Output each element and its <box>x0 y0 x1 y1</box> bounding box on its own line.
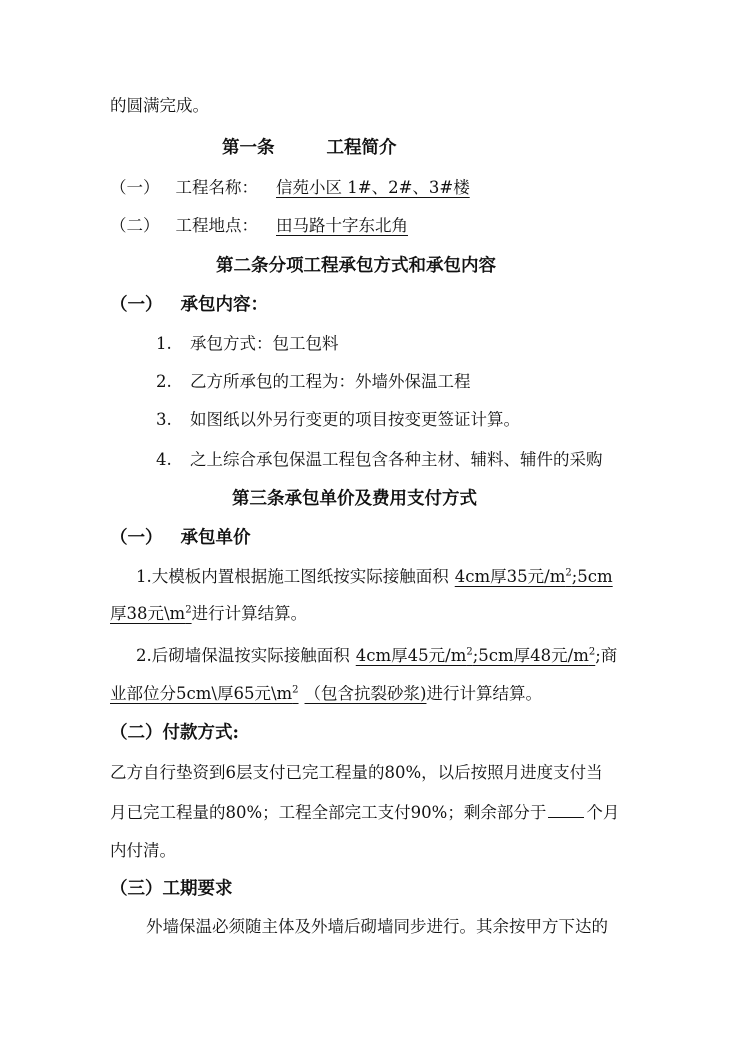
section-title: 承包内容： <box>180 295 268 315</box>
payment-text: 个月 <box>586 803 620 822</box>
list-item <box>156 449 603 471</box>
section-heading <box>110 527 251 549</box>
list-text: 承包方式：包工包料 <box>190 334 339 353</box>
price-value: 厚38元$\backslash m^2$ <box>110 604 192 623</box>
list-text: 如图纸以外另行变更的项目按变更签证计算。 <box>190 410 520 429</box>
blank-field <box>548 803 584 818</box>
item-number: （一） <box>110 178 160 197</box>
price-text: 进行计算结算。 <box>426 684 542 703</box>
payment-line-1: 乙方自行垫资到6层支付已完工程量的80%，以后按照月进度支付当 <box>110 763 603 782</box>
price-value: 4cm厚35元$/m^2;5cm$ <box>454 567 613 586</box>
project-location-label: 工程地点： <box>175 216 258 235</box>
paragraph-fragment: 的圆满完成。 <box>110 96 209 115</box>
price-text: 进行计算结算。 <box>191 604 308 623</box>
project-location-value: 田马路十字东北角 <box>276 216 408 235</box>
list-number: 1. <box>156 334 172 353</box>
article-3-heading: 第三条承包单价及费用支付方式 <box>232 489 477 509</box>
project-location-row <box>110 215 408 237</box>
price-text: 2.后砌墙保温按实际接触面积 <box>136 646 350 665</box>
section-title: 承包单价 <box>180 528 251 548</box>
price-paragraph-1-line-2 <box>110 603 307 625</box>
payment-heading: （二）付款方式: <box>110 723 239 743</box>
article-2-heading: 第二条分项工程承包方式和承包内容 <box>216 256 496 276</box>
article-number: 第一条 <box>222 138 275 158</box>
price-value: 业部位分5cm\厚65元$\backslash m^2$ （包含抗裂砂浆) <box>110 684 427 703</box>
list-item <box>156 409 520 431</box>
list-text: 乙方所承包的工程为：外墙外保温工程 <box>190 372 471 391</box>
price-text: ;商 <box>595 646 618 665</box>
price-paragraph-1-line-1 <box>136 566 613 588</box>
payment-line-2 <box>110 802 619 824</box>
section-number: （一） <box>110 528 163 548</box>
list-number: 2. <box>156 372 172 391</box>
list-item <box>156 333 339 355</box>
price-paragraph-2-line-1 <box>136 645 617 667</box>
project-name-row <box>110 177 498 199</box>
list-number: 3. <box>156 410 172 429</box>
list-number: 4. <box>156 450 172 469</box>
price-value: 4cm厚45元$/m^2;5cm$厚48元$/m^2$ <box>355 646 596 665</box>
project-name-label: 工程名称： <box>175 178 258 197</box>
schedule-heading: （三）工期要求 <box>110 879 233 899</box>
list-item <box>156 371 471 393</box>
project-name-value: 信苑小区 1#、2#、3#楼 <box>276 178 470 197</box>
schedule-paragraph: 外墙保温必须随主体及外墙后砌墙同步进行。其余按甲方下达的 <box>146 917 608 936</box>
payment-text: 月已完工程量的80%；工程全部完工支付90%；剩余部分于 <box>110 803 547 822</box>
article-title: 工程简介 <box>326 138 397 158</box>
price-text: 1.大模板内置根据施工图纸按实际接触面积 <box>136 567 449 586</box>
price-paragraph-2-line-2 <box>110 683 542 705</box>
section-number: （一） <box>110 295 163 315</box>
list-text: 之上综合承包保温工程包含各种主材、辅料、辅件的采购 <box>190 450 603 469</box>
item-number: （二） <box>110 216 160 235</box>
article-1-heading <box>222 137 397 159</box>
payment-line-3: 内付清。 <box>110 841 176 860</box>
section-heading <box>110 294 268 316</box>
